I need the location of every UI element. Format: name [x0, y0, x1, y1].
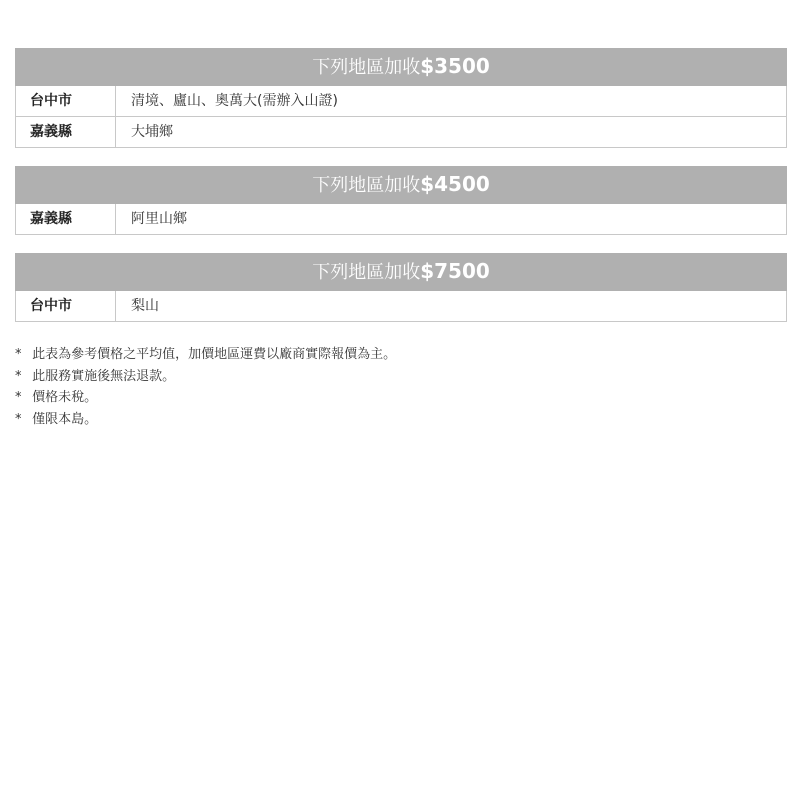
note-text: 此表為參考價格之平均值，加價地區運費以廠商實際報價為主。 — [32, 347, 397, 362]
county-cell: 台中市 — [16, 291, 116, 322]
table-row — [16, 204, 787, 235]
note-text: 僅限本島。 — [32, 411, 98, 427]
county-cell: 台中市 — [16, 86, 116, 117]
surcharge-table-7500 — [15, 253, 787, 322]
area-cell: 阿里山鄉 — [116, 204, 787, 235]
header-label: 下列地區加收 — [312, 175, 421, 196]
surcharge-table-3500 — [15, 48, 787, 148]
header-amount: $3500 — [420, 54, 490, 78]
notes-list — [15, 344, 785, 430]
bullet-star: * — [15, 390, 22, 405]
note-item — [15, 409, 785, 431]
table-row — [16, 291, 787, 322]
table-header — [16, 49, 787, 86]
area-cell: 梨山 — [116, 291, 787, 322]
surcharge-table-4500 — [15, 166, 787, 235]
note-item — [15, 366, 785, 388]
note-item — [15, 344, 785, 366]
table-row — [16, 117, 787, 148]
county-cell: 嘉義縣 — [16, 204, 116, 235]
bullet-star: * — [15, 368, 22, 384]
area-cell: 大埔鄉 — [116, 117, 787, 148]
note-text: 此服務實施後無法退款。 — [32, 368, 176, 384]
bullet-star: * — [15, 411, 22, 427]
header-amount: $7500 — [420, 259, 490, 283]
header-amount: $4500 — [420, 172, 490, 196]
table-header — [16, 167, 787, 204]
note-text: 價格未稅。 — [32, 390, 98, 405]
county-cell: 嘉義縣 — [16, 117, 116, 148]
header-label: 下列地區加收 — [312, 262, 421, 283]
table-header — [16, 254, 787, 291]
area-cell: 清境、廬山、奧萬大(需辦入山證) — [116, 86, 787, 117]
note-item — [15, 387, 785, 409]
bullet-star: * — [15, 347, 22, 362]
header-label: 下列地區加收 — [312, 57, 421, 78]
table-row — [16, 86, 787, 117]
